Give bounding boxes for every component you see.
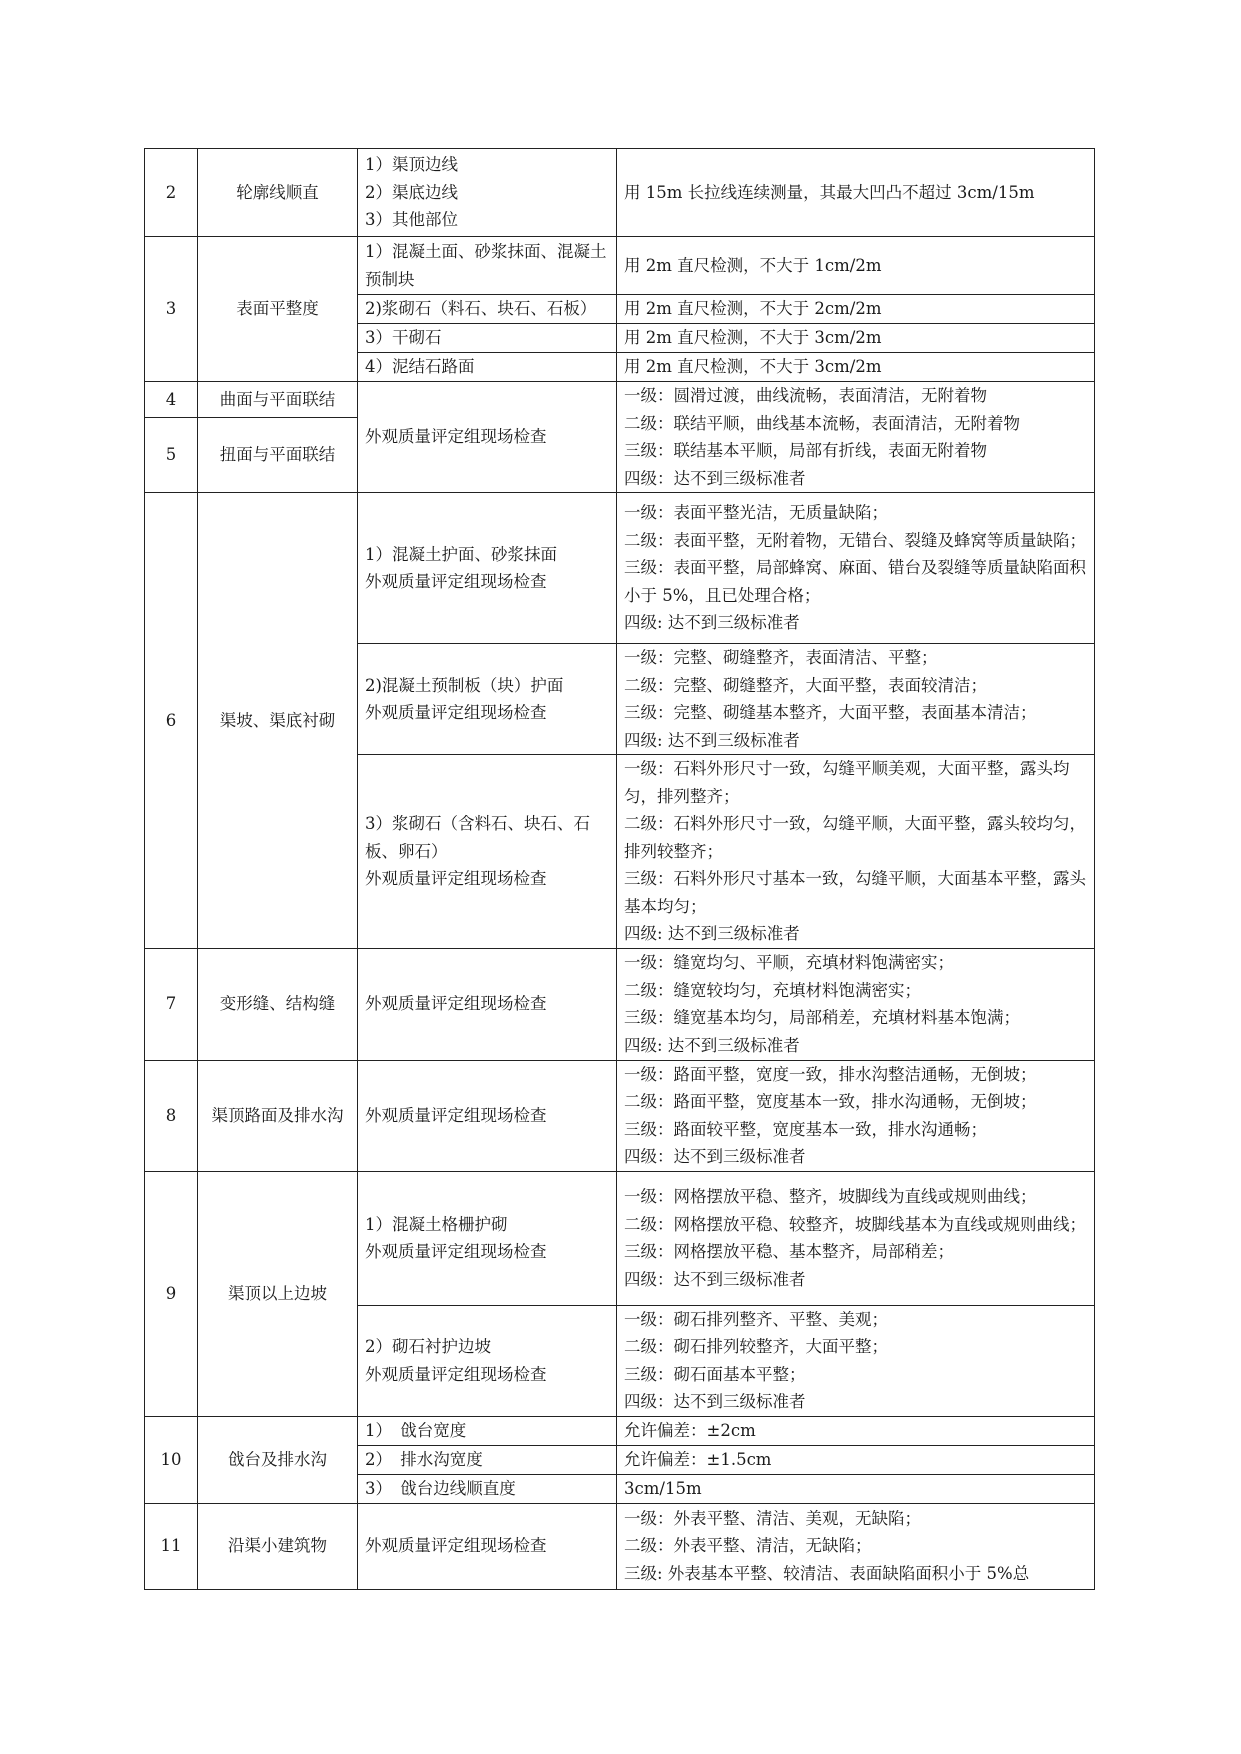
quality-standard	[617, 948, 1095, 1060]
inspection-method-line: 1）混凝土格栅护砌	[365, 1214, 508, 1234]
inspection-item: 沿渠小建筑物	[198, 1503, 358, 1589]
quality-standard	[617, 382, 1095, 493]
quality-standard-line: 二级：石料外形尺寸一致，勾缝平顺，大面平整，露头较均匀，排列较整齐；	[624, 814, 1086, 861]
quality-standard-line: 一级：圆滑过渡，曲线流畅，表面清洁，无附着物	[624, 386, 987, 405]
inspection-method	[358, 1474, 617, 1503]
quality-standard	[617, 1474, 1095, 1503]
inspection-method-line: 2） 排水沟宽度	[365, 1449, 483, 1469]
table-body	[145, 149, 1095, 1590]
inspection-item: 扭面与平面联结	[198, 418, 358, 493]
inspection-method	[358, 644, 617, 755]
quality-standard	[617, 755, 1095, 949]
row-number: 2	[145, 149, 198, 237]
quality-standard-line: 二级：外表平整、清洁，无缺陷；	[624, 1536, 872, 1556]
inspection-method	[358, 1060, 617, 1171]
quality-standard	[617, 1445, 1095, 1474]
quality-standard-line: 四级: 达不到三级标准者	[624, 1035, 800, 1055]
quality-standard-line: 二级：路面平整，宽度基本一致，排水沟通畅，无倒坡；	[624, 1092, 1037, 1111]
quality-standard	[617, 644, 1095, 755]
inspection-item: 曲面与平面联结	[198, 382, 358, 418]
inspection-method-line: 3） 戗台边线顺直度	[365, 1478, 516, 1498]
inspection-method-line: 外观质量评定组现场检查	[365, 703, 547, 722]
inspection-method-line: 外观质量评定组现场检查	[365, 572, 547, 591]
table-row	[145, 948, 1095, 1060]
inspection-item: 渠顶以上边坡	[198, 1171, 358, 1416]
inspection-method-line: 3）其他部位	[365, 210, 458, 230]
quality-standard-line: 二级：联结平顺，曲线基本流畅，表面清洁，无附着物	[624, 413, 1020, 433]
quality-standard	[617, 1171, 1095, 1305]
row-number: 3	[145, 237, 198, 382]
quality-standard-line: 允许偏差：±1.5cm	[624, 1449, 772, 1469]
quality-standard-line: 用 2m 直尺检测，不大于 3cm/2m	[624, 357, 882, 377]
inspection-method-line: 外观质量评定组现场检查	[365, 1242, 547, 1261]
row-number: 8	[145, 1060, 198, 1171]
quality-standard-line: 用 2m 直尺检测，不大于 2cm/2m	[624, 299, 882, 319]
quality-standard	[617, 149, 1095, 237]
quality-standard-line: 二级：网格摆放平稳、较整齐，坡脚线基本为直线或规则曲线；	[624, 1214, 1086, 1234]
inspection-method-line: 1）混凝土面、砂浆抹面、混凝土预制块	[365, 242, 607, 289]
quality-standard-line: 三级：路面较平整，宽度基本一致，排水沟通畅；	[624, 1119, 987, 1139]
inspection-method-line: 外观质量评定组现场检查	[365, 1364, 547, 1384]
quality-standard-line: 3cm/15m	[624, 1478, 702, 1498]
row-number: 6	[145, 493, 198, 949]
quality-standard-line: 一级：外表平整、清洁、美观，无缺陷；	[624, 1508, 921, 1528]
quality-standard-line: 一级：表面平整光洁，无质量缺陷；	[624, 503, 888, 523]
quality-standard-line: 四级: 达不到三级标准者	[624, 730, 800, 750]
inspection-method	[358, 149, 617, 237]
inspection-method	[358, 353, 617, 382]
table-row	[145, 493, 1095, 644]
quality-standard	[617, 1060, 1095, 1171]
inspection-method-line: 2）砌石衬护边坡	[365, 1337, 491, 1356]
inspection-method-line: 1） 戗台宽度	[365, 1420, 467, 1440]
quality-standard-line: 一级：网格摆放平稳、整齐，坡脚线为直线或规则曲线；	[624, 1187, 1037, 1206]
quality-standard	[617, 295, 1095, 324]
quality-standard-line: 三级：砌石面基本平整；	[624, 1364, 806, 1384]
quality-standard-line: 四级：达不到三级标准者	[624, 468, 806, 488]
row-number: 5	[145, 418, 198, 493]
quality-standard	[617, 1416, 1095, 1445]
inspection-method-line: 外观质量评定组现场检查	[365, 1536, 547, 1556]
quality-standard-line: 一级：路面平整，宽度一致，排水沟整洁通畅，无倒坡；	[624, 1064, 1037, 1084]
inspection-method-line: 2)混凝土预制板（块）护面	[365, 675, 564, 695]
row-number: 10	[145, 1416, 198, 1503]
quality-standard	[617, 353, 1095, 382]
quality-standard-line: 三级: 外表基本平整、较清洁、表面缺陷面积小于 5%总	[624, 1563, 1030, 1583]
inspection-method	[358, 1416, 617, 1445]
inspection-method	[358, 237, 617, 295]
inspection-method-line: 1）混凝土护面、砂浆抹面	[365, 544, 557, 564]
inspection-method	[358, 295, 617, 324]
inspection-item: 渠顶路面及排水沟	[198, 1060, 358, 1171]
inspection-method	[358, 1503, 617, 1589]
row-number: 9	[145, 1171, 198, 1416]
quality-standard-line: 一级：砌石排列整齐、平整、美观；	[624, 1309, 888, 1329]
quality-standard-line: 四级: 达不到三级标准者	[624, 924, 800, 943]
row-number: 7	[145, 948, 198, 1060]
quality-standards-table	[144, 148, 1095, 1590]
quality-standard-line: 用 2m 直尺检测，不大于 1cm/2m	[624, 255, 882, 275]
quality-standard-line: 允许偏差：±2cm	[624, 1420, 756, 1440]
inspection-method-line: 2）渠底边线	[365, 182, 458, 202]
inspection-method-line: 2)浆砌石（料石、块石、石板）	[365, 299, 597, 319]
quality-standard-line: 一级：石料外形尺寸一致，勾缝平顺美观，大面平整，露头均匀，排列整齐；	[624, 759, 1070, 806]
inspection-item: 轮廓线顺直	[198, 149, 358, 237]
inspection-method	[358, 382, 617, 493]
inspection-method-line: 3）干砌石	[365, 328, 442, 348]
quality-standard-line: 四级: 达不到三级标准者	[624, 613, 800, 633]
inspection-method	[358, 1171, 617, 1305]
quality-standard-line: 三级：联结基本平顺，局部有折线，表面无附着物	[624, 441, 987, 460]
quality-standard-line: 二级：缝宽较均匀，充填材料饱满密实；	[624, 980, 921, 1000]
inspection-method	[358, 1305, 617, 1416]
inspection-method-line: 外观质量评定组现场检查	[365, 427, 547, 447]
quality-standard-line: 三级：完整、砌缝基本整齐，大面平整，表面基本清洁；	[624, 703, 1037, 722]
quality-standard-line: 二级：砌石排列较整齐，大面平整；	[624, 1337, 888, 1356]
inspection-method	[358, 948, 617, 1060]
inspection-method-line: 3）浆砌石（含料石、块石、石板、卵石）	[365, 814, 590, 861]
quality-standard-line: 一级：完整、砌缝整齐，表面清洁、平整；	[624, 648, 938, 667]
quality-standard	[617, 324, 1095, 353]
quality-standard-line: 四级：达不到三级标准者	[624, 1392, 806, 1411]
inspection-method-line: 外观质量评定组现场检查	[365, 1105, 547, 1125]
inspection-method-line: 1）渠顶边线	[365, 155, 458, 175]
quality-standard	[617, 1305, 1095, 1416]
quality-standard	[617, 1503, 1095, 1589]
table-row	[145, 1503, 1095, 1589]
table-row	[145, 382, 1095, 418]
inspection-item: 变形缝、结构缝	[198, 948, 358, 1060]
inspection-method	[358, 1445, 617, 1474]
quality-standard-line: 一级：缝宽均匀、平顺，充填材料饱满密实；	[624, 953, 954, 972]
inspection-method	[358, 324, 617, 353]
quality-standard-line: 四级：达不到三级标准者	[624, 1269, 806, 1289]
quality-standard-line: 三级：网格摆放平稳、基本整齐，局部稍差；	[624, 1242, 954, 1261]
inspection-method-line: 外观质量评定组现场检查	[365, 869, 547, 888]
quality-standard-line: 三级：表面平整，局部蜂窝、麻面、错台及裂缝等质量缺陷面积小于 5%，且已处理合格；	[624, 558, 1086, 605]
inspection-item: 戗台及排水沟	[198, 1416, 358, 1503]
inspection-item: 渠坡、渠底衬砌	[198, 493, 358, 949]
table-row	[145, 149, 1095, 237]
table-row	[145, 1416, 1095, 1445]
table-row	[145, 1060, 1095, 1171]
row-number: 4	[145, 382, 198, 418]
inspection-method	[358, 493, 617, 644]
inspection-method	[358, 755, 617, 949]
inspection-item: 表面平整度	[198, 237, 358, 382]
quality-standard-line: 二级：表面平整，无附着物，无错台、裂缝及蜂窝等质量缺陷；	[624, 530, 1086, 550]
quality-standard-line: 三级：石料外形尺寸基本一致，勾缝平顺，大面基本平整，露头基本均匀；	[624, 869, 1086, 916]
quality-standard-line: 二级：完整、砌缝整齐，大面平整，表面较清洁；	[624, 675, 987, 695]
quality-standard-line: 用 15m 长拉线连续测量，其最大凹凸不超过 3cm/15m	[624, 182, 1035, 202]
quality-standard-line: 三级：缝宽基本均匀，局部稍差，充填材料基本饱满；	[624, 1008, 1020, 1027]
inspection-method-line: 外观质量评定组现场检查	[365, 994, 547, 1014]
quality-standard	[617, 237, 1095, 295]
inspection-method-line: 4）泥结石路面	[365, 357, 475, 377]
table-row	[145, 237, 1095, 295]
quality-standard	[617, 493, 1095, 644]
row-number: 11	[145, 1503, 198, 1589]
table-row	[145, 1171, 1095, 1305]
quality-standard-line: 用 2m 直尺检测，不大于 3cm/2m	[624, 328, 882, 348]
quality-standard-line: 四级：达不到三级标准者	[624, 1147, 806, 1166]
